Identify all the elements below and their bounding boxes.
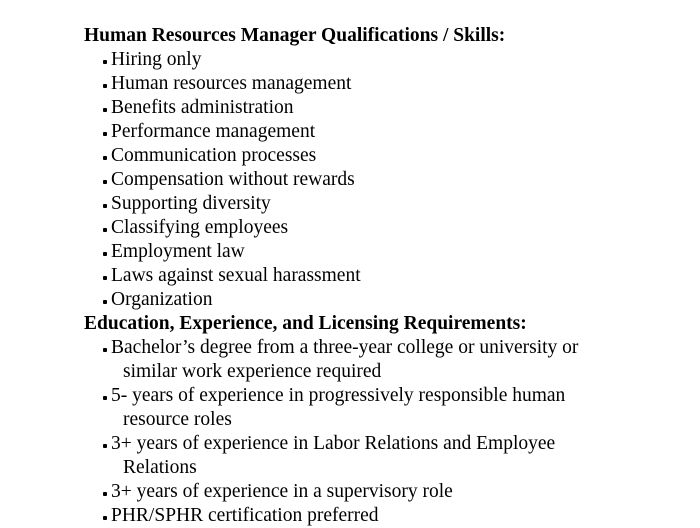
- list-item-text: Performance management: [111, 121, 316, 142]
- list-item: [0, 336, 700, 384]
- list-item-text: Organization: [111, 289, 213, 310]
- list-item-text: Laws against sexual harassment: [111, 265, 361, 286]
- list-item-continuation: Relations: [123, 457, 197, 478]
- list-item-text: Classifying employees: [111, 217, 289, 238]
- list-item-text: 3+ years of experience in a supervisory role: [111, 481, 453, 502]
- list-item: [0, 264, 700, 288]
- qualifications-heading: Human Resources Manager Qualifications / Skills:: [84, 25, 506, 46]
- list-item-text: 5- years of experience in progressively responsible human: [111, 385, 566, 406]
- list-item: [0, 432, 700, 480]
- list-item-text: Benefits administration: [111, 97, 294, 118]
- list-item: [0, 288, 700, 312]
- list-item-continuation: resource roles: [123, 409, 232, 430]
- list-item-text: Compensation without rewards: [111, 169, 355, 190]
- list-item: [0, 168, 700, 192]
- list-item: [0, 192, 700, 216]
- list-item-text: Bachelor’s degree from a three-year college or university or: [111, 337, 579, 358]
- requirements-list: [0, 336, 700, 528]
- list-item: [0, 96, 700, 120]
- list-item-text: Employment law: [111, 241, 245, 262]
- list-item: [0, 120, 700, 144]
- list-item-text: 3+ years of experience in Labor Relations and Employee: [111, 433, 556, 454]
- list-item: [0, 240, 700, 264]
- list-item: [0, 144, 700, 168]
- list-item-text: Human resources management: [111, 73, 352, 94]
- list-item-text: Communication processes: [111, 145, 317, 166]
- list-item: [0, 480, 700, 504]
- list-item-text: PHR/SPHR certification preferred: [111, 505, 379, 526]
- list-item: [0, 384, 700, 432]
- list-item: [0, 504, 700, 528]
- list-item-text: Supporting diversity: [111, 193, 271, 214]
- list-item: [0, 216, 700, 240]
- list-item: [0, 48, 700, 72]
- qualifications-list: [0, 48, 700, 312]
- list-item-text: Hiring only: [111, 49, 202, 70]
- list-item: [0, 72, 700, 96]
- requirements-heading: Education, Experience, and Licensing Requirements:: [84, 313, 527, 334]
- list-item-continuation: similar work experience required: [123, 361, 382, 382]
